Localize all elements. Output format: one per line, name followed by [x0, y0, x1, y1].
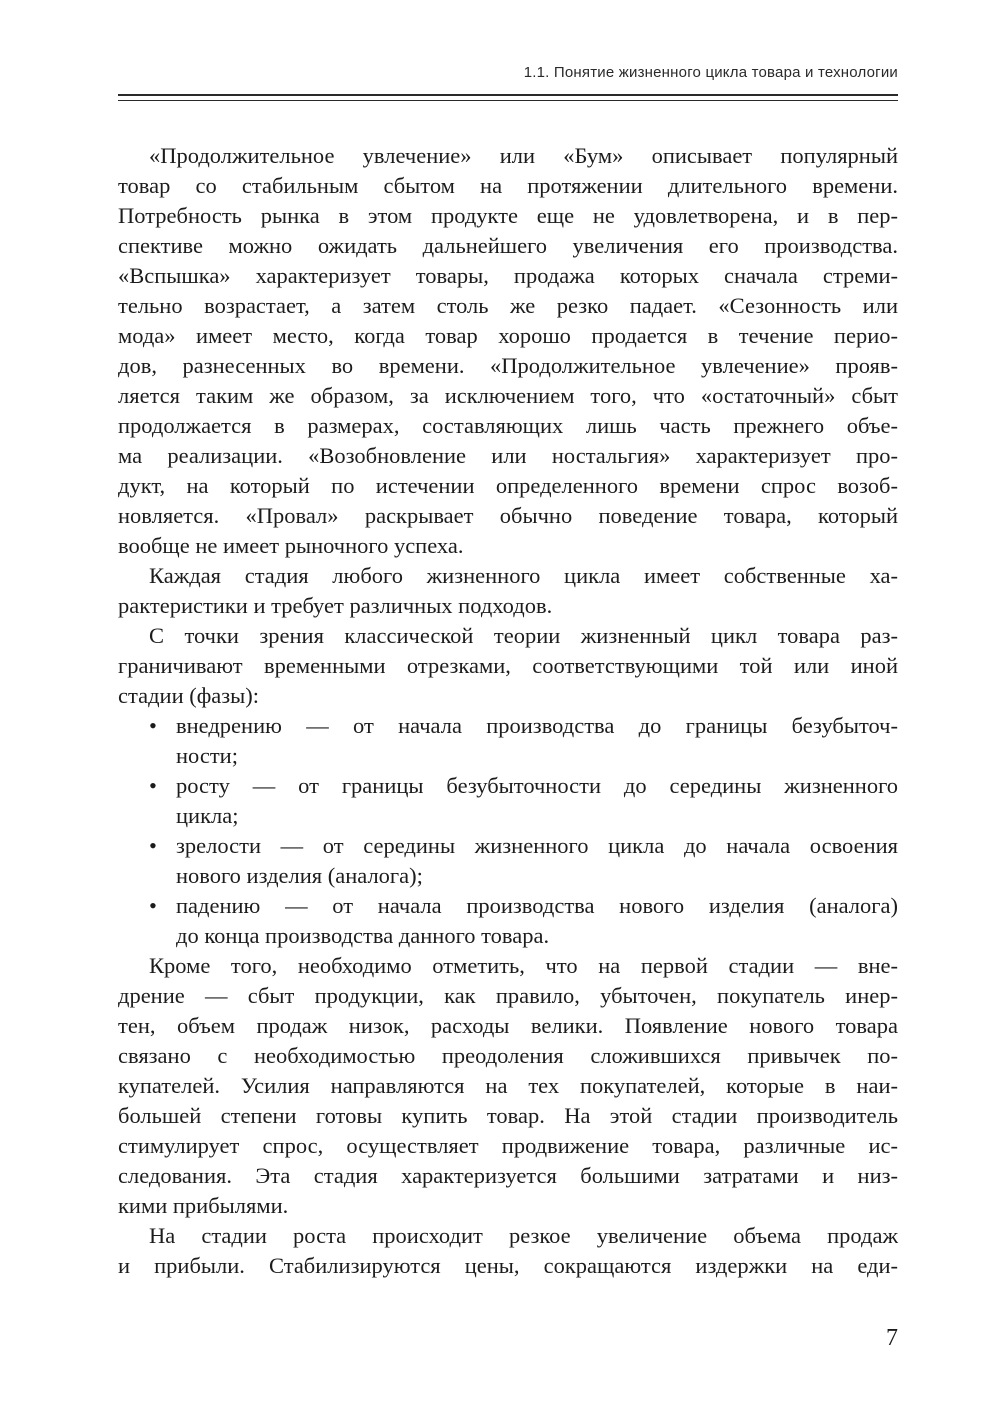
text-line [118, 891, 898, 921]
text-line: На стадии роста происходит резкое увеличение объема продаж [149, 1223, 898, 1248]
paragraph-1 [118, 141, 898, 561]
text-line: «Вспышка» характеризует товары, продажа которых сначала стреми- [118, 263, 898, 288]
bullet-text: внедрению — от начала производства до границы безубыточ- [176, 713, 898, 738]
header-rule-thin [118, 100, 898, 101]
text-line: стимулирует спрос, осуществляет продвижение товара, различные ис- [118, 1133, 898, 1158]
text-line: купателей. Усилия направляются на тех покупателей, которые в наи- [118, 1073, 898, 1098]
text-line: Потребность рынка в этом продукте еще не удовлетворена, и в пер- [118, 203, 898, 228]
text-line: рактеристики и требует различных подходов. [118, 593, 553, 618]
text-line: Каждая стадия любого жизненного цикла имеет собственные ха- [149, 563, 898, 588]
bullet-item-growth [118, 771, 898, 831]
text-line: до конца производства данного товара. [176, 923, 550, 948]
text-line: тен, объем продаж низок, расходы велики. Появление нового товара [118, 1013, 898, 1038]
paragraph-4 [118, 951, 898, 1221]
text-line: дрение — сбыт продукции, как правило, убыточен, покупатель инер- [118, 983, 898, 1008]
text-line: кими прибылями. [118, 1193, 289, 1218]
text-line: цикла; [176, 803, 239, 828]
text-line: вообще не имеет рыночного успеха. [118, 533, 464, 558]
page-body [118, 141, 898, 1281]
text-line: нового изделия (аналога); [176, 863, 423, 888]
header-rule-thick [118, 94, 898, 96]
bullet-text: росту — от границы безубыточности до середины жизненного [176, 773, 898, 798]
text-line: тельно возрастает, а затем столь же резко падает. «Сезонность или [118, 293, 898, 318]
text-line: «Продолжительное увлечение» или «Бум» описывает популярный [149, 143, 898, 168]
text-line: и прибыли. Стабилизируются цены, сокращаются издержки на еди- [118, 1253, 898, 1278]
text-line: спективе можно ожидать дальнейшего увеличения его производства. [118, 233, 898, 258]
text-line: новляется. «Провал» раскрывает обычно поведение товара, который [118, 503, 898, 528]
text-line [118, 771, 898, 801]
text-line: ма реализации. «Возобновление или ностальгия» характеризует про- [118, 443, 898, 468]
paragraph-5 [118, 1221, 898, 1281]
text-line: дукт, на который по истечении определенного времени спрос возоб- [118, 473, 898, 498]
stage-bullet-list [118, 711, 898, 951]
text-line: граничивают временными отрезками, соответствующими той или иной [118, 653, 898, 678]
bullet-icon: • [149, 893, 157, 918]
bullet-item-maturity [118, 831, 898, 891]
bullet-icon: • [149, 713, 157, 738]
bullet-item-introduction [118, 711, 898, 771]
text-line: дов, разнесенных во времени. «Продолжительное увлечение» прояв- [118, 353, 898, 378]
text-line: стадии (фазы): [118, 683, 260, 708]
text-line: Кроме того, необходимо отметить, что на первой стадии — вне- [149, 953, 898, 978]
text-line: мода» имеет место, когда товар хорошо продается в течение перио- [118, 323, 898, 348]
bullet-icon: • [149, 773, 157, 798]
text-line: связано с необходимостью преодоления сложившихся привычек по- [118, 1043, 898, 1068]
bullet-text: зрелости — от середины жизненного цикла до начала освоения [176, 833, 898, 858]
bullet-text: падению — от начала производства нового изделия (аналога) [176, 893, 898, 918]
text-line: ляется таким же образом, за исключением того, что «остаточный» сбыт [118, 383, 898, 408]
text-line [118, 711, 898, 741]
running-header: 1.1. Понятие жизненного цикла товара и технологии [523, 64, 898, 81]
page-number: 7 [886, 1325, 898, 1351]
text-line: ности; [176, 743, 238, 768]
bullet-icon: • [149, 833, 157, 858]
text-line: С точки зрения классической теории жизненный цикл товара раз- [149, 623, 898, 648]
text-line: следования. Эта стадия характеризуется большими затратами и низ- [118, 1163, 898, 1188]
paragraph-2 [118, 561, 898, 621]
text-line: товар со стабильным сбытом на протяжении длительного времени. [118, 173, 898, 198]
text-line [118, 831, 898, 861]
text-line: большей степени готовы купить товар. На этой стадии производитель [118, 1103, 898, 1128]
text-line: продолжается в размерах, составляющих лишь часть прежнего объе- [118, 413, 898, 438]
paragraph-3 [118, 621, 898, 711]
bullet-item-decline [118, 891, 898, 951]
